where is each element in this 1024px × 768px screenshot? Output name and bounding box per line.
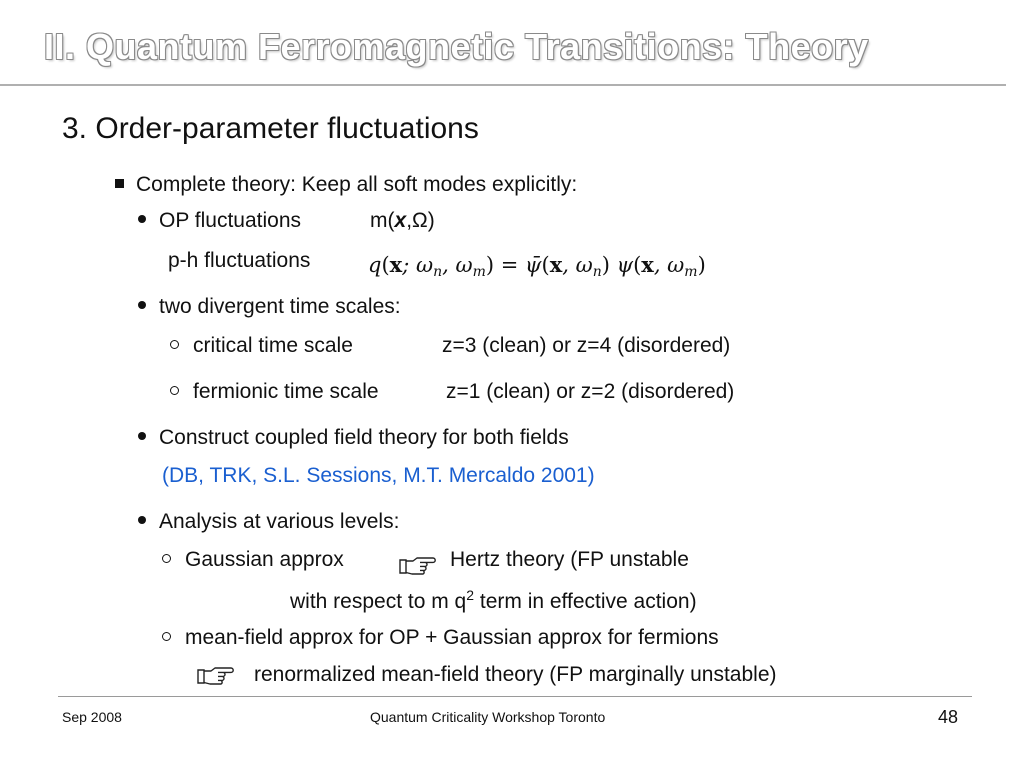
square-bullet-icon: [115, 179, 124, 188]
op-symbol-post: ,Ω): [406, 209, 435, 232]
pointing-hand-icon: [196, 663, 236, 687]
title-divider: [0, 84, 1006, 86]
critical-time-scale-value: z=3 (clean) or z=4 (disordered): [442, 334, 731, 357]
formula-x: x: [641, 252, 654, 277]
gaussian-result: Hertz theory (FP unstable: [450, 548, 689, 571]
formula-omega: , ω: [442, 253, 473, 277]
formula-paren: (: [633, 253, 642, 277]
critical-time-scale-label: critical time scale: [193, 334, 353, 357]
formula-omega: , ω: [562, 253, 593, 277]
construct-text: Construct coupled field theory for both fields: [159, 426, 569, 449]
dot-bullet-icon: [138, 215, 146, 223]
bullet-fermionic-time-scale: [170, 380, 379, 404]
gaussian-result-continuation: [290, 587, 697, 614]
ring-bullet-icon: [170, 386, 179, 395]
slide-title: II. Quantum Ferromagnetic Transitions: Theory: [44, 26, 869, 67]
dot-bullet-icon: [138, 432, 146, 440]
ring-bullet-icon: [170, 340, 179, 349]
formula-sub-m: m: [472, 264, 486, 280]
formula-x: x: [549, 252, 563, 277]
footer-date: Sep 2008: [62, 709, 122, 725]
formula-paren: ): [697, 253, 706, 277]
fermionic-time-scale-value: z=1 (clean) or z=2 (disordered): [446, 380, 735, 403]
footer-event: Quantum Criticality Workshop Toronto: [370, 709, 606, 725]
gaussian-label: Gaussian approx: [185, 548, 344, 571]
bullet-construct: [138, 426, 569, 450]
op-symbol-pre: m(: [370, 209, 395, 232]
bullet-gaussian: [162, 548, 344, 572]
fermionic-time-scale-label: fermionic time scale: [193, 380, 379, 403]
ring-bullet-icon: [162, 632, 171, 641]
formula-x: x: [389, 252, 403, 277]
formula-q: q: [368, 253, 382, 277]
mean-field-label: mean-field approx for OP + Gaussian approx for fermions: [185, 626, 719, 649]
complete-theory-text: Complete theory: Keep all soft modes explicitly:: [136, 173, 578, 196]
time-scales-text: two divergent time scales:: [159, 295, 401, 318]
formula-sub-m: m: [684, 264, 698, 280]
ph-fluctuations-label: p-h fluctuations: [168, 249, 311, 272]
formula-paren: (: [381, 253, 390, 277]
reference-citation: (DB, TRK, S.L. Sessions, M.T. Mercaldo 2001): [162, 464, 595, 487]
bullet-op-fluctuations: [138, 209, 301, 233]
gaussian-cont-pre: with respect to m q: [290, 590, 467, 613]
bullet-mean-field: [162, 626, 719, 650]
section-heading: 3. Order-parameter fluctuations: [62, 112, 479, 145]
bullet-complete-theory: [115, 173, 577, 197]
formula-paren: ): [485, 253, 495, 277]
bullet-time-scales: [138, 295, 401, 319]
op-symbol-x: x: [394, 209, 407, 232]
gaussian-cont-superscript: 2: [466, 587, 475, 603]
formula-paren: ): [601, 253, 617, 277]
op-fluctuations-label: OP fluctuations: [159, 209, 302, 232]
footer-divider: [58, 696, 972, 697]
ph-fluctuation-formula: [368, 252, 706, 280]
bullet-analysis: [138, 510, 399, 534]
analysis-text: Analysis at various levels:: [159, 510, 400, 533]
bullet-critical-time-scale: [170, 334, 353, 358]
formula-paren: (: [541, 253, 550, 277]
dot-bullet-icon: [138, 301, 146, 309]
formula-equals: =: [494, 253, 526, 277]
formula-sub-n: n: [433, 264, 443, 280]
formula-sub-n: n: [592, 264, 602, 280]
formula-omega: ; ω: [402, 253, 434, 277]
op-field-symbol: [370, 209, 435, 233]
pointing-hand-icon: [398, 553, 438, 577]
formula-psi: ψ: [616, 253, 634, 277]
dot-bullet-icon: [138, 516, 146, 524]
formula-psibar: ψ̄: [525, 253, 542, 277]
slide-number: 48: [938, 707, 959, 727]
gaussian-cont-post: term in effective action): [474, 590, 697, 613]
formula-omega: , ω: [653, 253, 685, 277]
mean-field-result: renormalized mean-field theory (FP marginally unstable): [254, 663, 777, 686]
ring-bullet-icon: [162, 554, 171, 563]
